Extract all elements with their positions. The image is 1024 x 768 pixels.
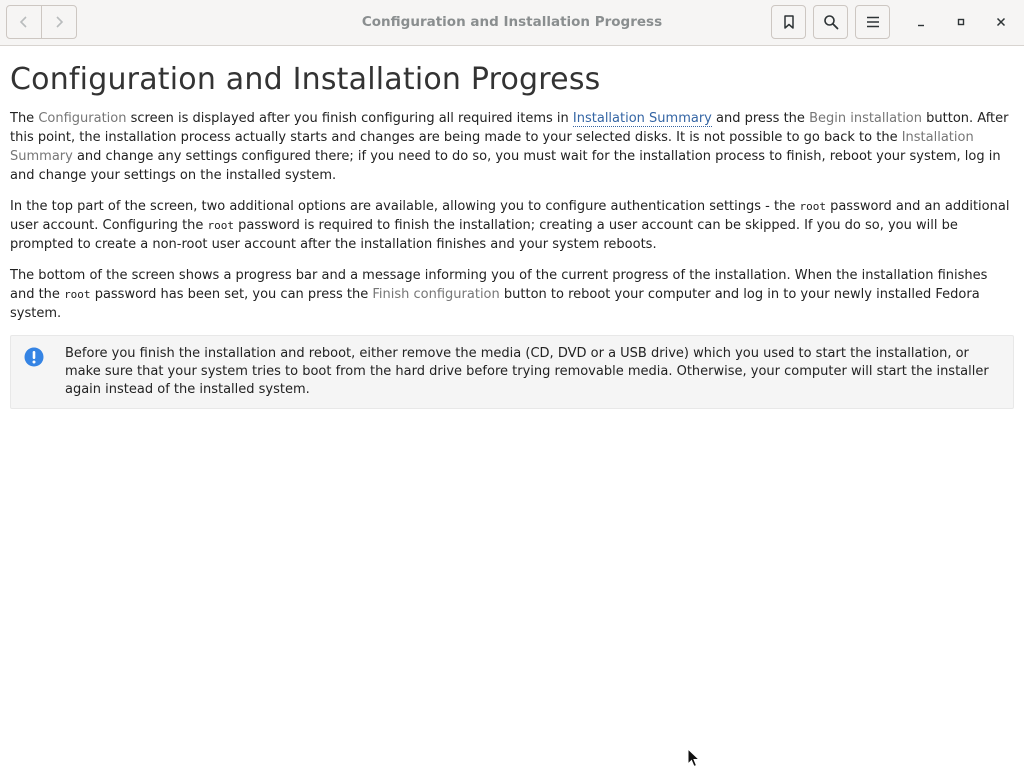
close-button[interactable] bbox=[990, 11, 1012, 33]
bookmark-icon bbox=[781, 14, 797, 30]
gui-term-configuration: Configuration bbox=[38, 111, 127, 126]
navigation-button-group bbox=[6, 5, 77, 39]
important-note bbox=[10, 335, 1014, 409]
text-span: and change any settings configured there; if you need to do so, you must wait for the installation process to finish, reboot your system, log in and change your settings on the installed system. bbox=[10, 149, 1001, 183]
info-exclamation-icon bbox=[24, 347, 44, 367]
chevron-left-icon bbox=[16, 14, 32, 30]
menu-button[interactable] bbox=[855, 5, 890, 39]
help-content bbox=[10, 46, 1014, 409]
gui-term-finish-configuration: Finish configuration bbox=[372, 287, 500, 302]
back-button[interactable] bbox=[7, 6, 41, 38]
text-span: button to reboot your computer and log in to your newly installed Fedora system. bbox=[10, 287, 980, 321]
text-span: In the top part of the screen, two additional options are available, allowing you to configure authentication settings - the bbox=[10, 199, 800, 214]
maximize-button[interactable] bbox=[950, 11, 972, 33]
text-span: password has been set, you can press the bbox=[90, 287, 373, 302]
text-span: button. After this point, the installation process actually starts and changes are being made to your selected disks. It is not possible to go back to the bbox=[10, 111, 1009, 145]
mouse-pointer-icon bbox=[687, 748, 701, 768]
code-root: root bbox=[207, 219, 235, 232]
paragraph-authentication bbox=[10, 197, 1014, 254]
code-root: root bbox=[64, 288, 91, 301]
text-span: password and an additional user account. Configuring the bbox=[10, 199, 1010, 233]
chevron-right-icon bbox=[51, 14, 67, 30]
hamburger-menu-icon bbox=[865, 14, 881, 30]
gui-term-begin-installation: Begin installation bbox=[809, 111, 922, 126]
text-span: and press the bbox=[711, 111, 810, 126]
window-title: Configuration and Installation Progress bbox=[361, 14, 663, 30]
code-root: root bbox=[799, 200, 826, 213]
minimize-icon bbox=[915, 16, 927, 28]
note-text: Before you finish the installation and reboot, either remove the media (CD, DVD or a USB drive) which you used to start the installation, or make sure that your system tries to boot from the hard drive before trying removable media. Otherwise, your computer will start the installer again instead of the installed system. bbox=[65, 346, 989, 397]
text-span: The bottom of the screen shows a progress bar and a message informing you of the current progress of the installation. When the installation finishes and the bbox=[10, 268, 988, 302]
maximize-icon bbox=[955, 16, 967, 28]
minimize-button[interactable] bbox=[910, 11, 932, 33]
search-icon bbox=[823, 14, 839, 30]
page-heading: Configuration and Installation Progress bbox=[10, 62, 601, 97]
search-button[interactable] bbox=[813, 5, 848, 39]
forward-button[interactable] bbox=[41, 6, 76, 38]
gui-term-installation-summary: Installation Summary bbox=[10, 130, 974, 164]
text-span: The bbox=[10, 111, 39, 126]
text-span: password is required to finish the installation; creating a user account can be skipped. If you do so, you will be prompted to create a non-root user account after the installation finishes and your system reboots. bbox=[10, 218, 958, 252]
bookmark-button[interactable] bbox=[771, 5, 806, 39]
paragraph-progress-bar bbox=[10, 266, 1014, 323]
text-span: screen is displayed after you finish configuring all required items in bbox=[126, 111, 573, 126]
header-bar bbox=[0, 0, 1024, 46]
paragraph-configuration-screen bbox=[10, 109, 1014, 185]
close-icon bbox=[995, 16, 1007, 28]
installation-summary-link[interactable]: Installation Summary bbox=[572, 111, 712, 126]
